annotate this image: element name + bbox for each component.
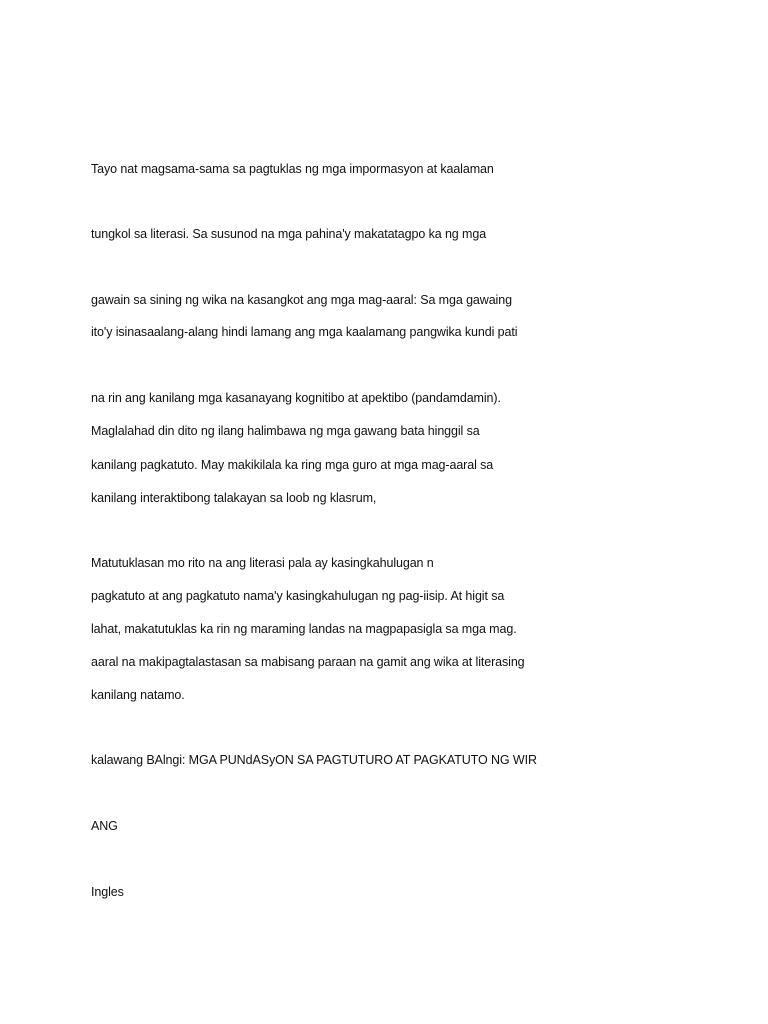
text-line: kanilang natamo. xyxy=(91,688,185,702)
text-line: Maglalahad din dito ng ilang halimbawa ng mga gawang bata hinggil sa xyxy=(91,424,480,438)
text-line: Matutuklasan mo rito na ang literasi pala ay kasingkahulugan n xyxy=(91,556,434,570)
text-line: Tayo nat magsama-sama sa pagtuklas ng mga impormasyon at kaalaman xyxy=(91,162,494,176)
section-heading: kalawang BAlngi: MGA PUNdASyON SA PAGTUTURO AT PAGKATUTO NG WIR xyxy=(91,753,537,767)
text-line: pagkatuto at ang pagkatuto nama'y kasingkahulugan ng pag-iisip. At higit sa xyxy=(91,589,505,603)
text-line: gawain sa sining ng wika na kasangkot ang mga mag-aaral: Sa mga gawaing xyxy=(91,293,512,307)
text-line: lahat, makatutuklas ka rin ng maraming landas na magpapasigla sa mga mag. xyxy=(91,622,517,636)
text-line: ANG xyxy=(91,819,118,833)
text-line: kanilang pagkatuto. May makikilala ka ring mga guro at mga mag-aaral sa xyxy=(91,458,494,472)
text-line: na rin ang kanilang mga kasanayang kognitibo at apektibo (pandamdamin). xyxy=(91,391,501,405)
text-line: aaral na makipagtalastasan sa mabisang paraan na gamit ang wika at literasing xyxy=(91,655,525,669)
text-line: Ingles xyxy=(91,885,124,899)
text-line: tungkol sa literasi. Sa susunod na mga pahina'y makatatagpo ka ng mga xyxy=(91,227,487,241)
text-line: kanilang interaktibong talakayan sa loob ng klasrum, xyxy=(91,491,377,505)
text-line: ito'y isinasaalang-alang hindi lamang ang mga kaalamang pangwika kundi pati xyxy=(91,325,518,339)
